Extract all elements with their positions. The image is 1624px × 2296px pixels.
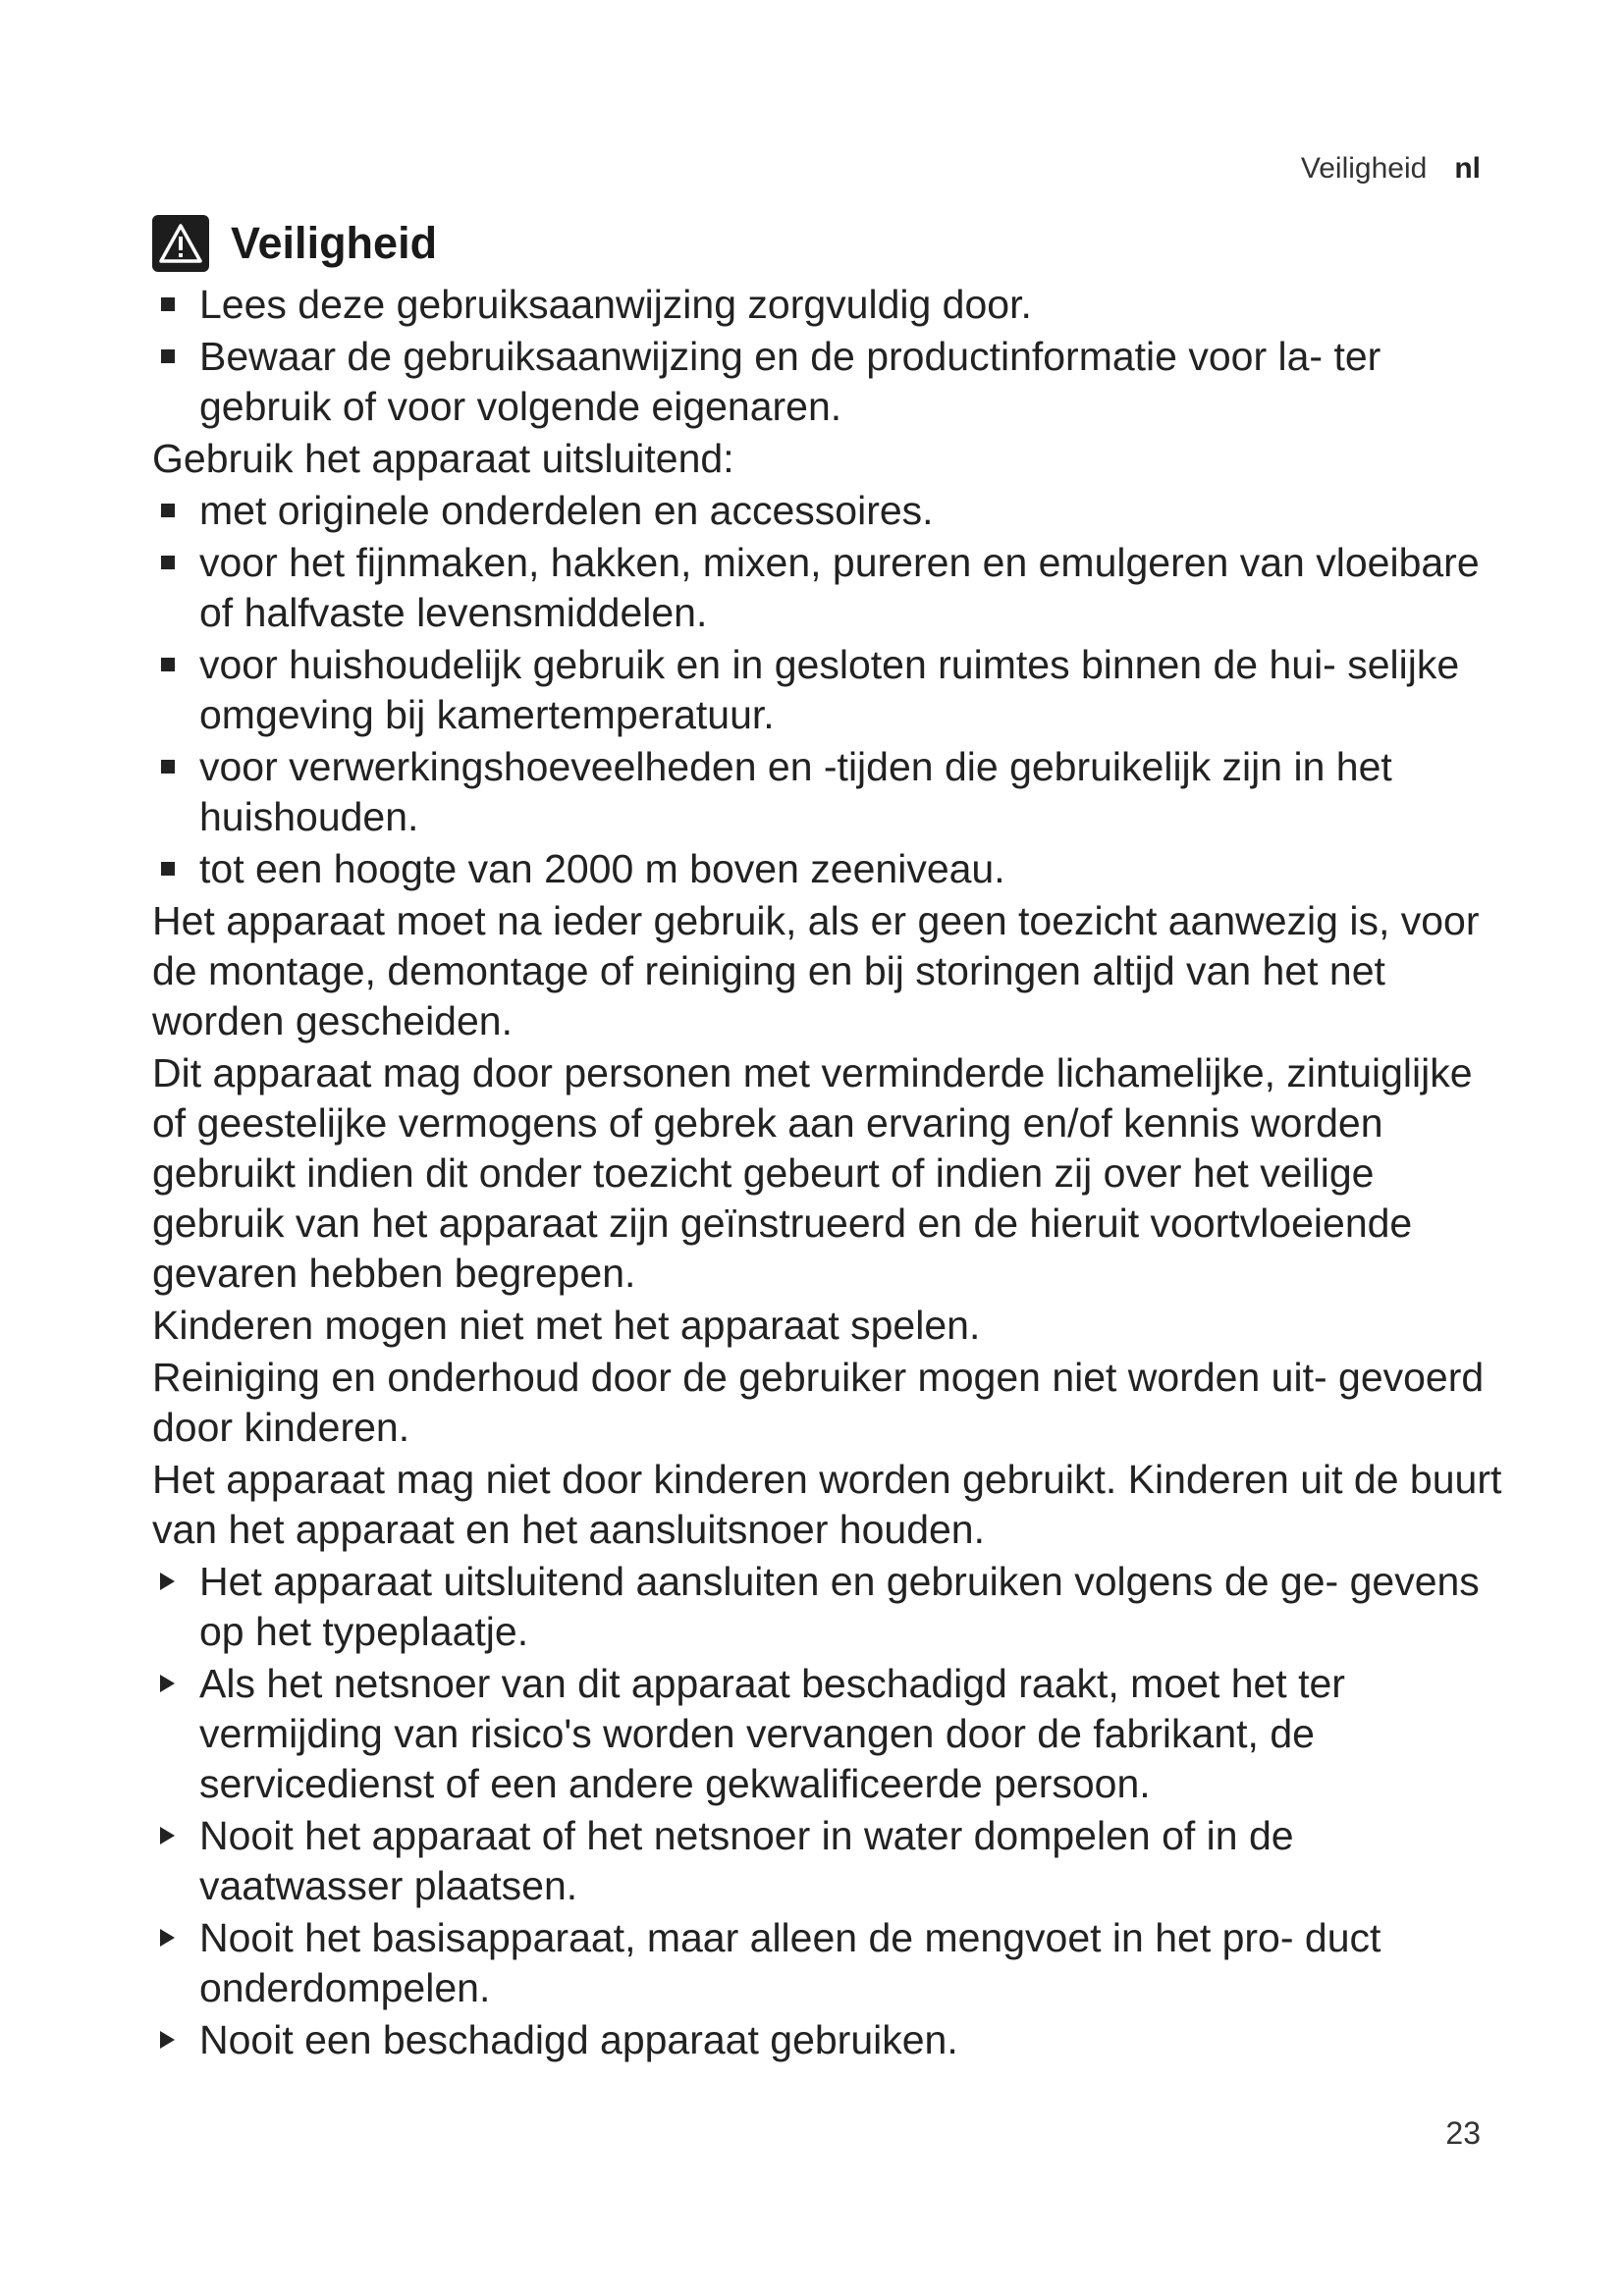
use-list <box>152 486 1507 894</box>
square-bullet-icon <box>161 504 175 517</box>
list-item: tot een hoogte van 2000 m boven zeeniveau. <box>152 844 1507 894</box>
square-bullet-icon <box>161 297 175 311</box>
intro-list <box>152 280 1507 432</box>
section-title: Veiligheid <box>231 218 438 268</box>
warning-icon <box>152 215 209 272</box>
square-bullet-icon <box>161 658 175 671</box>
instruction-item: Nooit het apparaat of het netsnoer in water dompelen of in de vaatwasser plaatsen. <box>152 1811 1507 1911</box>
square-bullet-icon <box>161 862 175 876</box>
section-heading <box>152 211 1507 276</box>
triangle-bullet-icon <box>160 1827 175 1844</box>
square-bullet-icon <box>161 349 175 363</box>
square-bullet-icon <box>161 760 175 774</box>
list-item: Bewaar de gebruiksaanwijzing en de productinformatie voor la- ter gebruik of voor volgende eigenaren. <box>152 332 1507 432</box>
list-item: Lees deze gebruiksaanwijzing zorgvuldig door. <box>152 280 1507 330</box>
list-item: voor verwerkingshoeveelheden en -tijden die gebruikelijk zijn in het huishouden. <box>152 742 1507 842</box>
list-item: voor het fijnmaken, hakken, mixen, pureren en emulgeren van vloeibare of halfvaste levensmiddelen. <box>152 538 1507 638</box>
instruction-list <box>152 1557 1507 2065</box>
list-item: met originele onderdelen en accessoires. <box>152 486 1507 536</box>
instruction-item: Als het netsnoer van dit apparaat beschadigd raakt, moet het ter vermijding van risico's worden vervangen door de fabrikant, de servicedienst of een andere gekwalificeerde persoon. <box>152 1659 1507 1809</box>
use-intro: Gebruik het apparaat uitsluitend: <box>152 436 734 481</box>
instruction-item: Nooit het basisapparaat, maar alleen de mengvoet in het pro- duct onderdompelen. <box>152 1913 1507 2013</box>
triangle-bullet-icon <box>160 1929 175 1947</box>
running-header <box>1301 152 1481 186</box>
paragraph: Het apparaat mag niet door kinderen worden gebruikt. Kinderen uit de buurt van het apparaat en het aansluitsnoer houden. <box>152 1457 1502 1552</box>
page-number: 23 <box>1445 2115 1481 2151</box>
paragraph: Kinderen mogen niet met het apparaat spelen. <box>152 1303 981 1348</box>
instruction-item: Het apparaat uitsluitend aansluiten en gebruiken volgens de ge- gevens op het typeplaatje. <box>152 1557 1507 1657</box>
square-bullet-icon <box>161 556 175 569</box>
triangle-bullet-icon <box>160 1675 175 1692</box>
triangle-bullet-icon <box>160 1573 175 1590</box>
paragraph: Reiniging en onderhoud door de gebruiker mogen niet worden uit- gevoerd door kinderen. <box>152 1355 1485 1450</box>
header-language: nl <box>1454 152 1481 185</box>
paragraph: Het apparaat moet na ieder gebruik, als er geen toezicht aanwezig is, voor de montage, demontage of reiniging en bij storingen altijd van het net worden gescheiden. <box>152 898 1480 1043</box>
paragraph: Dit apparaat mag door personen met verminderde lichamelijke, zintuiglijke of geestelijke vermogens of gebrek aan ervaring en/of kennis worden gebruikt indien dit onder toezicht gebeurt of indien zij over het veilige gebruik van het apparaat zijn geïnstrueerd en de hieruit voortvloeiende gevaren hebben begrepen. <box>152 1050 1473 1296</box>
header-section: Veiligheid <box>1300 152 1428 185</box>
triangle-bullet-icon <box>160 2031 175 2049</box>
page-content <box>152 211 1507 2067</box>
list-item: voor huishoudelijk gebruik en in gesloten ruimtes binnen de hui- selijke omgeving bij kamertemperatuur. <box>152 640 1507 740</box>
instruction-item: Nooit een beschadigd apparaat gebruiken. <box>152 2015 1507 2065</box>
